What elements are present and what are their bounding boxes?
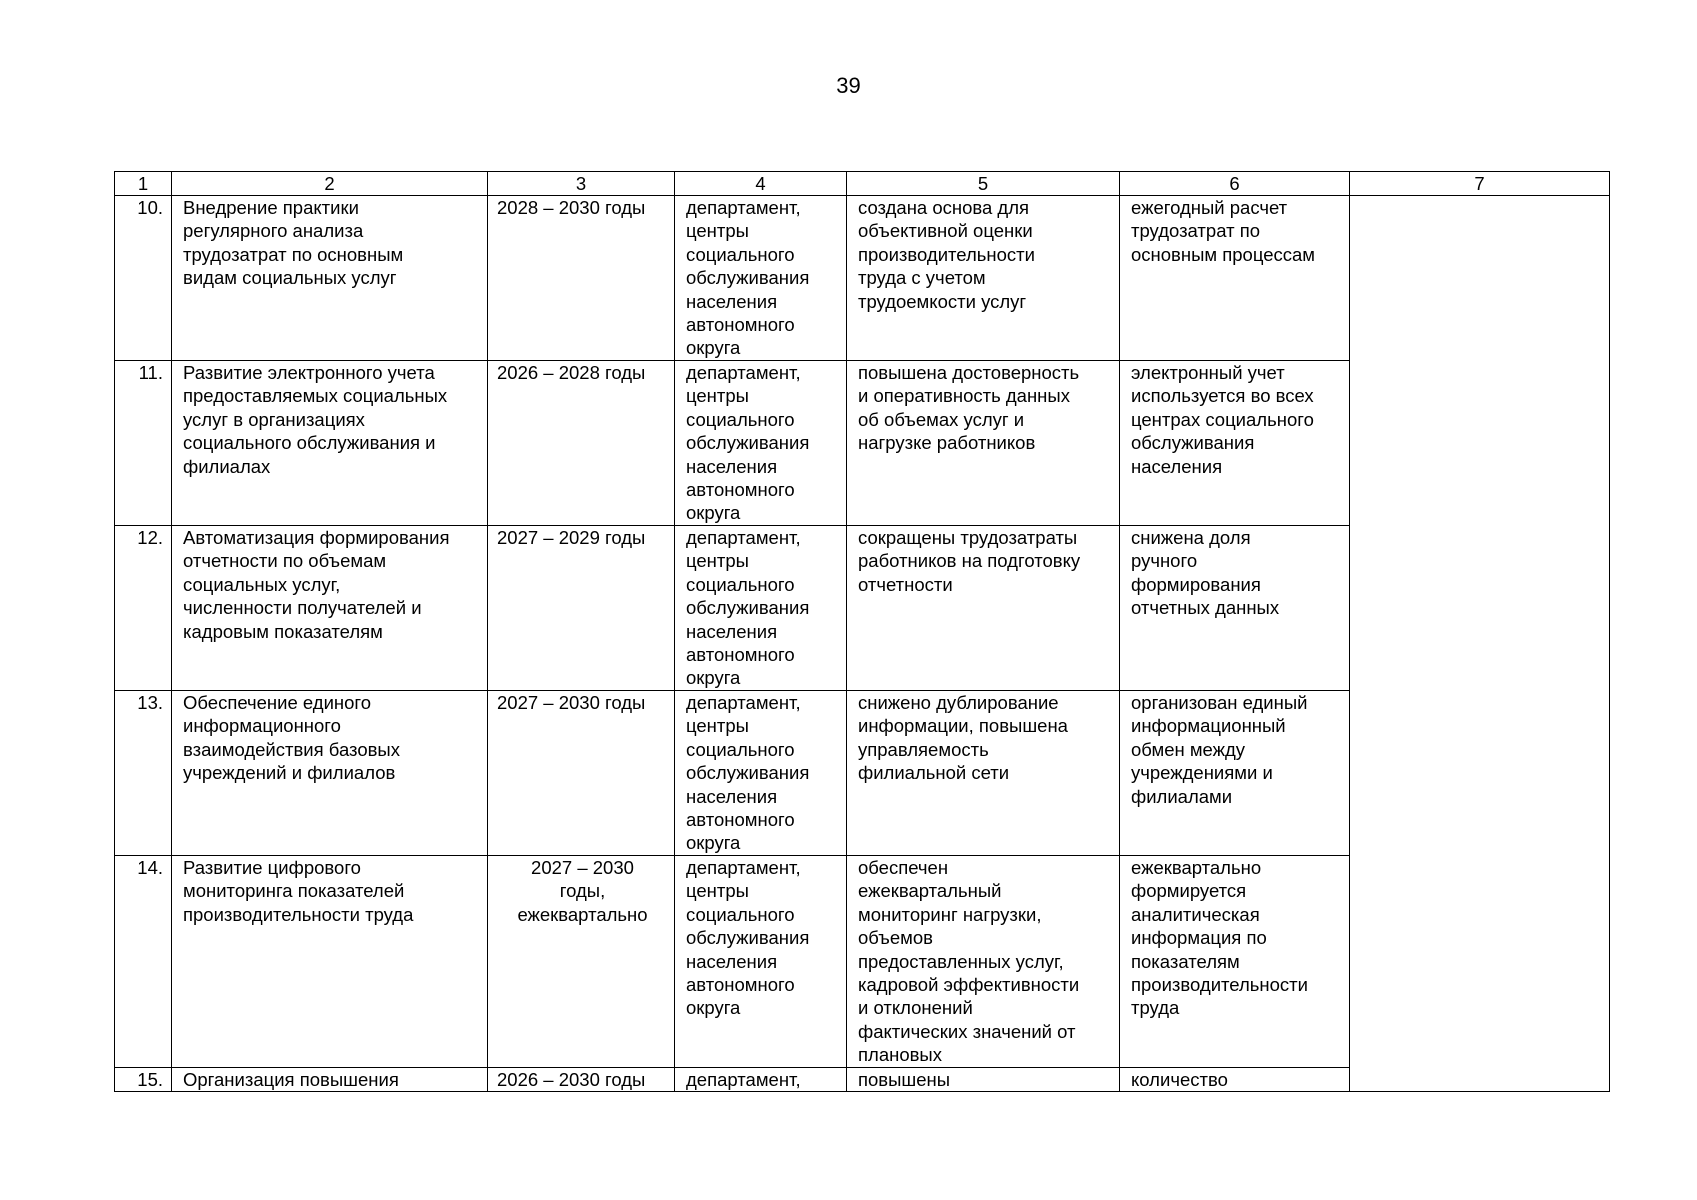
header-cell: 6 [1120,172,1350,196]
cell-text-line: округа [686,832,741,854]
cell-text-line: центры [686,550,749,572]
cell-text-line: используется во всех [1131,385,1314,407]
cell-text-line: плановых [858,1044,942,1066]
cell-text-line: повышена достоверность [858,362,1080,383]
cell-text-line: электронный учет [1131,362,1285,383]
cell-text-line: нагрузке работников [858,432,1036,454]
indicator-cell [1120,361,1350,526]
cell-text-line: обслуживания [686,267,810,289]
cell-text-line: производительности труда [183,903,414,925]
measure-cell [172,361,488,526]
result-cell [847,856,1120,1068]
cell-text-line: ежегодный расчет [1131,197,1288,218]
header-cell: 4 [675,172,847,196]
cell-text-line: населения [686,455,778,477]
indicator-cell [1120,691,1350,856]
cell-text-line: годы, [559,880,606,902]
cell-text-line: социального [686,738,795,760]
responsible-cell [675,856,847,1068]
measure-cell [172,196,488,361]
cell-text-line: снижена доля [1131,527,1251,548]
cell-text-line: округа [686,667,741,689]
cell-text-line: отчетности [858,573,953,595]
period-cell [488,526,675,691]
cell-text-line: департамент, [686,692,801,713]
cell-text-line: производительности [1131,974,1308,996]
cell-text-line: численности получателей и [183,597,422,619]
cell-text-line: социального [686,903,795,925]
header-cell: 1 [115,172,172,196]
cell-text-line: мониторинг нагрузки, [858,903,1042,925]
cell-text-line: Автоматизация формирования [183,527,450,548]
cell-text-line: снижено дублирование [858,692,1059,713]
indicator-cell [1120,1067,1350,1091]
cell-text-line: социального [686,573,795,595]
cell-text-line: центры [686,715,749,737]
period-cell [488,1067,675,1091]
cell-text-line: видам социальных услуг [183,267,397,289]
cell-text-line: Организация повышения [183,1068,399,1090]
result-cell [847,691,1120,856]
cell-text-line: взаимодействия базовых [183,738,400,760]
cell-text-line: труда [1131,997,1180,1019]
cell-text-line: округа [686,997,741,1019]
cell-text-line: отчетных данных [1131,597,1280,619]
cell-text-line: создана основа для [858,197,1030,218]
cell-text-line: обслуживания [686,597,810,619]
table-row [115,196,1610,361]
row-number-cell: 11. [115,361,172,526]
cell-text-line: труда с учетом [858,267,986,289]
cell-text-line: населения [686,620,778,642]
cell-text-line: ручного [1131,550,1198,572]
cell-text-line: округа [686,502,741,524]
header-cell: 2 [172,172,488,196]
cell-text-line: Развитие цифрового [183,857,361,878]
cell-text-line: автономного [686,314,795,336]
cell-text-line: обслуживания [686,762,810,784]
cell-text-line: ежеквартально [517,903,648,925]
cell-text-line: обмен между [1131,738,1246,760]
cell-text-line: сокращены трудозатраты [858,527,1078,548]
cell-text-line: 2027 – 2030 годы [497,692,646,713]
cell-text-line: показателям [1131,950,1240,972]
cell-text-line: автономного [686,644,795,666]
cell-text-line: фактических значений от [858,1020,1076,1042]
cell-text-line: повышены [858,1068,951,1090]
cell-text-line: количество [1131,1068,1228,1090]
cell-text-line: мониторинга показателей [183,880,405,902]
measure-cell [172,526,488,691]
cell-text-line: филиалах [183,455,271,477]
cell-text-line: ежеквартально [1131,857,1262,878]
row-number-cell: 10. [115,196,172,361]
cell-text-line: объективной оценки [858,220,1033,242]
header-cell: 7 [1350,172,1610,196]
cell-text-line: социального [686,408,795,430]
cell-text-line: населения [686,290,778,312]
result-cell [847,1067,1120,1091]
period-cell [488,856,675,1068]
cell-text-line: центрах социального [1131,408,1314,430]
cell-text-line: информационный [1131,715,1286,737]
cell-text-line: социальных услуг, [183,573,341,595]
cell-text-line: кадровой эффективности [858,974,1080,996]
page-number: 39 [836,73,861,98]
cell-text-line: аналитическая [1131,903,1260,925]
result-cell [847,196,1120,361]
cell-text-line: социального [686,243,795,265]
cell-text-line: департамент, [686,857,801,878]
header-cell: 3 [488,172,675,196]
cell-text-line: населения [686,785,778,807]
cell-text-line: учреждениями и [1131,762,1273,784]
cell-text-line: департамент, [686,1068,801,1090]
responsible-cell [675,1067,847,1091]
cell-text-line: формируется [1131,880,1247,902]
cell-text-line: населения [686,950,778,972]
cell-text-line: предоставляемых социальных [183,385,448,407]
measure-cell [172,856,488,1068]
cell-text-line: автономного [686,809,795,831]
cell-text-line: информация по [1131,927,1267,949]
indicator-cell [1120,196,1350,361]
header-cell: 5 [847,172,1120,196]
cell-text-line: 2028 – 2030 годы [497,197,646,218]
result-cell [847,361,1120,526]
measure-cell [172,691,488,856]
cell-text-line: кадровым показателям [183,620,383,642]
cell-text-line: центры [686,880,749,902]
row-number-cell: 15. [115,1067,172,1091]
cell-text-line: отчетности по объемам [183,550,387,572]
result-cell [847,526,1120,691]
cell-text-line: информационного [183,715,341,737]
cell-text-line: департамент, [686,527,801,548]
indicator-cell [1120,526,1350,691]
cell-text-line: филиальной сети [858,762,1010,784]
cell-text-line: центры [686,385,749,407]
period-cell [488,196,675,361]
measure-cell [172,1067,488,1091]
cell-text-line: 2026 – 2030 годы [497,1068,646,1090]
cell-text-line: обслуживания [686,432,810,454]
cell-text-line: предоставленных услуг, [858,950,1064,972]
period-cell [488,361,675,526]
indicator-cell [1120,856,1350,1068]
cell-text-line: филиалами [1131,785,1233,807]
cell-text-line: трудозатрат по [1131,220,1260,242]
cell-text-line: и оперативность данных [858,385,1070,407]
cell-text-line: департамент, [686,197,801,218]
cell-text-line: Внедрение практики [183,197,359,218]
cell-text-line: социального обслуживания и [183,432,436,454]
row-number-cell: 12. [115,526,172,691]
responsible-cell [675,361,847,526]
cell-text-line: и отклонений [858,997,973,1019]
cell-text-line: обслуживания [686,927,810,949]
cell-text-line: работников на подготовку [858,550,1081,572]
measures-table [114,171,1610,1092]
cell-text-line: формирования [1131,573,1261,595]
cell-text-line: обеспечен [858,857,949,878]
cell-text-line: 2026 – 2028 годы [497,362,646,383]
cell-text-line: населения [1131,455,1223,477]
cell-text-line: управляемость [858,738,989,760]
period-cell [488,691,675,856]
cell-text-line: основным процессам [1131,243,1316,265]
cell-text-line: организован единый [1131,692,1308,713]
cell-text-line: трудозатрат по основным [183,243,404,265]
table-header-row [115,172,1610,196]
cell-text-line: ежеквартальный [858,880,1002,902]
cell-text-line: об объемах услуг и [858,408,1025,430]
cell-text-line: регулярного анализа [183,220,364,242]
responsible-cell [675,526,847,691]
cell-text-line: 2027 – 2030 [531,857,634,878]
column-7-cell [1350,196,1610,1092]
cell-text-line: учреждений и филиалов [183,762,396,784]
cell-text-line: департамент, [686,362,801,383]
cell-text-line: округа [686,337,741,359]
cell-text-line: Развитие электронного учета [183,362,435,383]
cell-text-line: услуг в организациях [183,408,365,430]
responsible-cell [675,691,847,856]
row-number-cell: 14. [115,856,172,1068]
cell-text-line: автономного [686,974,795,996]
cell-text-line: информации, повышена [858,715,1068,737]
cell-text-line: автономного [686,479,795,501]
cell-text-line: Обеспечение единого [183,692,372,713]
responsible-cell [675,196,847,361]
cell-text-line: центры [686,220,749,242]
cell-text-line: трудоемкости услуг [858,290,1027,312]
cell-text-line: 2027 – 2029 годы [497,527,646,548]
cell-text-line: производительности [858,243,1035,265]
cell-text-line: обслуживания [1131,432,1255,454]
cell-text-line: объемов [858,927,933,949]
row-number-cell: 13. [115,691,172,856]
